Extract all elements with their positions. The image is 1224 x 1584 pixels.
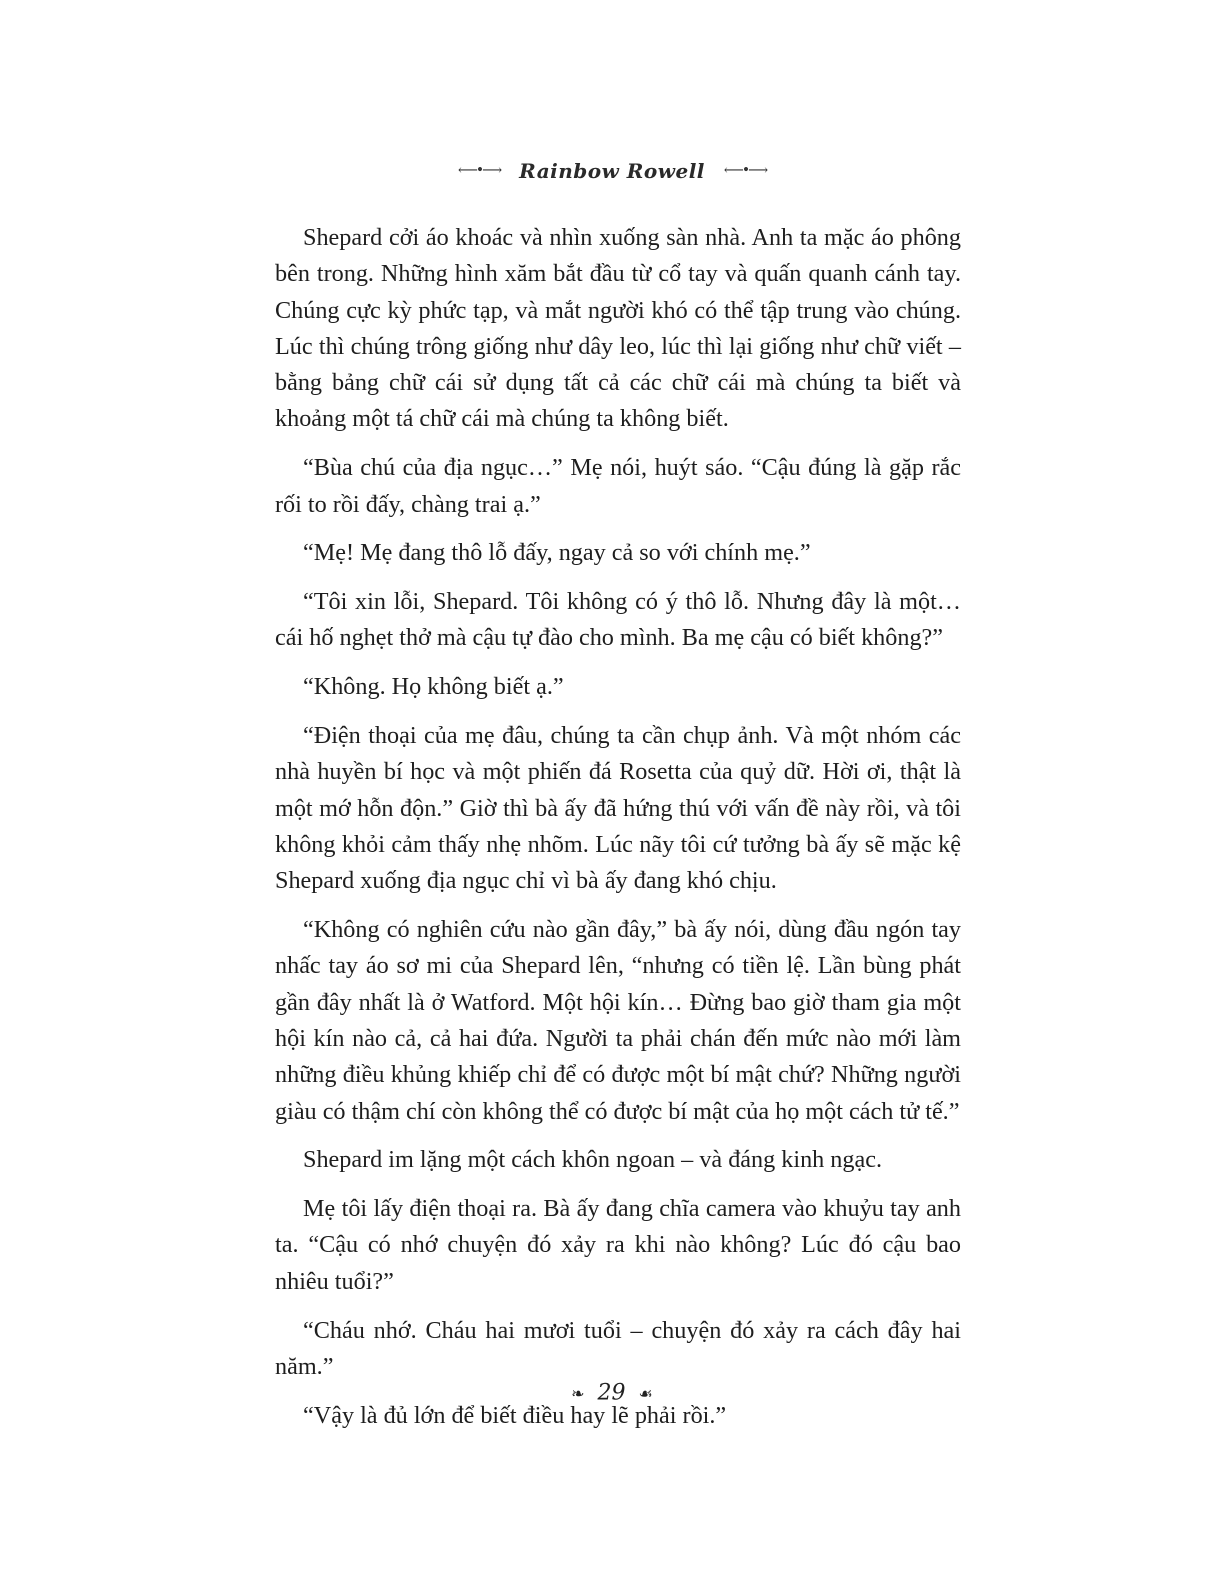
page-footer [0,1380,1224,1406]
running-header [0,157,1224,183]
paragraph: “Điện thoại của mẹ đâu, chúng ta cần chụp ảnh. Và một nhóm các nhà huyền bí học và một phiến đá Rosetta của quỷ dữ. Hời ơi, thật là một mớ hỗn độn.” Giờ thì bà ấy đã hứng thú với vấn đề này rồi, và tôi không khỏi cảm thấy nhẹ nhõm. Lúc nãy tôi cứ tưởng bà ấy sẽ mặc kệ Shepard xuống địa ngục chỉ vì bà ấy đang khó chịu. [275,722,961,895]
fleuron-left-icon: ❧ [571,1383,585,1403]
author-name: Rainbow Rowell [519,158,705,183]
ornament-right-icon: ⟵•⟶ [723,162,767,179]
body-text [275,220,961,1446]
paragraph: “Bùa chú của địa ngục…” Mẹ nói, huýt sáo. “Cậu đúng là gặp rắc rối to rồi đấy, chàng trai ạ.” [275,454,961,518]
paragraph: Mẹ tôi lấy điện thoại ra. Bà ấy đang chĩa camera vào khuỷu tay anh ta. “Cậu có nhớ chuyện đó xảy ra khi nào không? Lúc đó cậu bao nhiêu tuổi?” [275,1195,961,1295]
paragraph: “Mẹ! Mẹ đang thô lỗ đấy, ngay cả so với chính mẹ.” [303,539,811,567]
fleuron-right-icon: ☙ [638,1383,653,1403]
paragraph: “Cháu nhớ. Cháu hai mươi tuổi – chuyện đó xảy ra cách đây hai năm.” [275,1316,961,1380]
paragraph: Shepard im lặng một cách khôn ngoan – và đáng kinh ngạc. [303,1146,883,1174]
paragraph: “Vậy là đủ lớn để biết điều hay lẽ phải rồi.” [303,1401,727,1429]
page-number: 29 [597,1380,626,1406]
paragraph: “Tôi xin lỗi, Shepard. Tôi không có ý thô lỗ. Nhưng đây là một… cái hố nghẹt thở mà cậu tự đào cho mình. Ba mẹ cậu có biết không?” [275,588,961,652]
paragraph: “Không. Họ không biết ạ.” [303,673,564,701]
paragraph: “Không có nghiên cứu nào gần đây,” bà ấy nói, dùng đầu ngón tay nhấc tay áo sơ mi của Shepard lên, “nhưng có tiền lệ. Lần bùng phát gần đây nhất là ở Watford. Một hội kín… Đừng bao giờ tham gia một hội kín nào cả, cả hai đứa. Người ta phải chán đến mức nào mới làm những điều khủng khiếp chỉ để có được một bí mật chứ? Những người giàu có thậm chí còn không thể có được bí mật của họ một cách tử tế.” [275,916,961,1125]
paragraph: Shepard cởi áo khoác và nhìn xuống sàn nhà. Anh ta mặc áo phông bên trong. Những hình xăm bắt đầu từ cổ tay và quấn quanh cánh tay. Chúng cực kỳ phức tạp, và mắt người khó có thể tập trung vào chúng. Lúc thì chúng trông giống như dây leo, lúc thì lại giống như chữ viết – bằng bảng chữ cái sử dụng tất cả các chữ cái mà chúng ta biết và khoảng một tá chữ cái mà chúng ta không biết. [275,224,961,433]
ornament-left-icon: ⟵•⟶ [457,162,501,179]
